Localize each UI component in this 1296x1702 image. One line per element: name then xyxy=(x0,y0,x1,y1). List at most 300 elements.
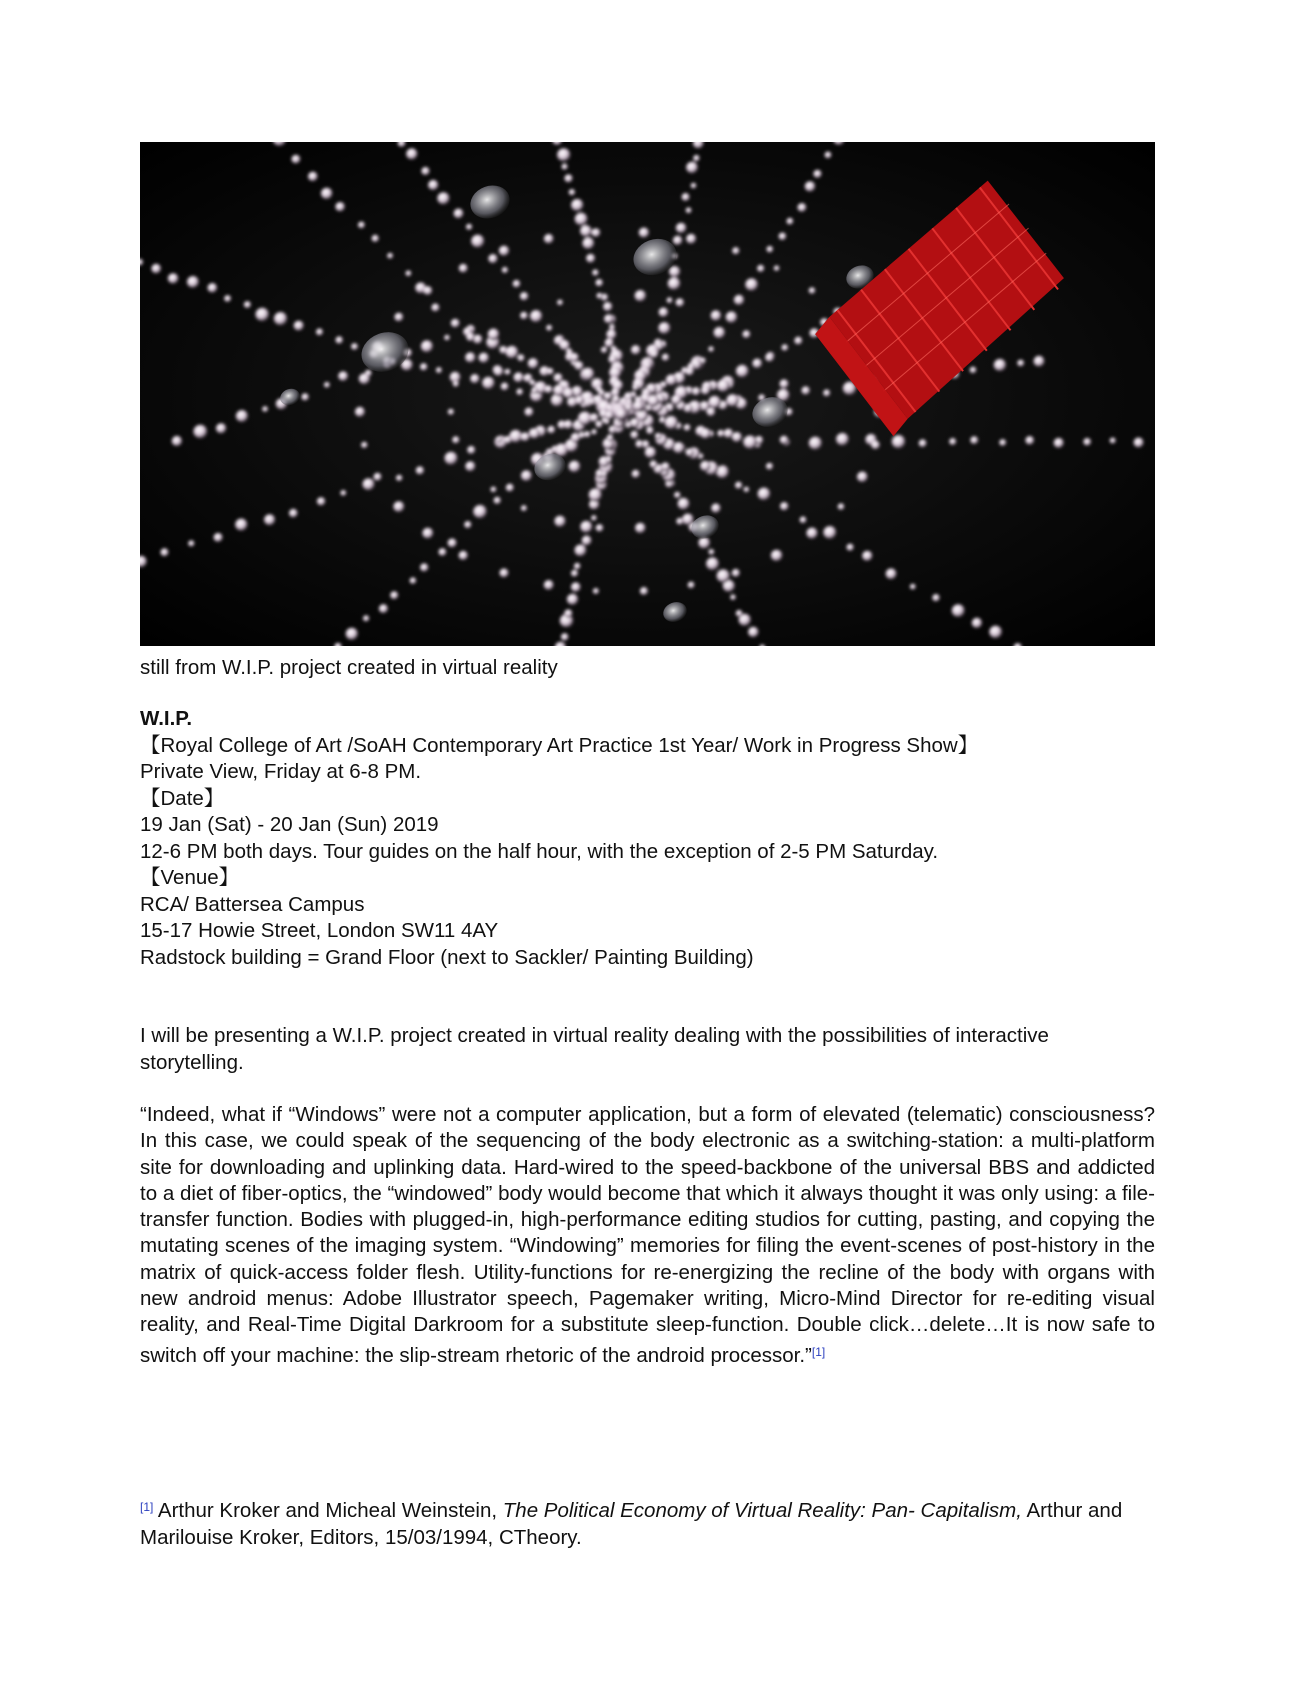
bead xyxy=(471,235,484,248)
bead xyxy=(438,548,446,556)
bead xyxy=(970,436,978,444)
bead xyxy=(612,395,620,403)
bead xyxy=(490,487,496,493)
bead xyxy=(338,371,348,381)
bead xyxy=(711,503,721,513)
bead xyxy=(361,442,368,449)
event-organization: 【Royal College of Art /SoAH Contemporary Art Practice 1st Year/ Work in Progress Show】 xyxy=(140,733,979,757)
bead xyxy=(372,235,380,243)
bead xyxy=(708,396,721,409)
bead xyxy=(574,361,583,370)
bead xyxy=(390,591,398,599)
bead xyxy=(584,431,591,438)
bead xyxy=(557,148,571,162)
bead xyxy=(801,386,810,395)
bead xyxy=(659,417,666,424)
event-hours: 12-6 PM both days. Tour guides on the half hour, with the exception of 2-5 PM Saturday. xyxy=(140,839,939,863)
bead xyxy=(639,228,650,239)
footnote xyxy=(140,1494,1155,1551)
bead xyxy=(765,353,774,362)
footnote-work-title: The Political Economy of Virtual Reality: Pan- Capitalism, xyxy=(502,1499,1022,1522)
bead xyxy=(606,456,613,463)
bead xyxy=(362,478,374,490)
bead xyxy=(693,155,700,162)
bead xyxy=(588,398,595,405)
bead xyxy=(726,394,739,407)
bead xyxy=(294,321,304,331)
bead xyxy=(465,352,476,363)
bead xyxy=(640,587,648,595)
bead xyxy=(669,266,681,278)
bead xyxy=(631,345,641,355)
bead xyxy=(673,236,683,246)
date-heading: 【Date】 xyxy=(140,786,225,810)
bead xyxy=(452,436,460,444)
quote-paragraph xyxy=(140,1102,1155,1369)
bead xyxy=(255,308,269,322)
bead xyxy=(444,452,457,465)
bead xyxy=(590,413,599,422)
image-caption: still from W.I.P. project created in virtual reality xyxy=(140,656,558,679)
bead xyxy=(645,447,657,459)
bead xyxy=(373,473,381,481)
bead xyxy=(1110,438,1116,444)
bead xyxy=(591,228,600,237)
bead xyxy=(605,338,614,347)
bead xyxy=(359,373,370,384)
bead xyxy=(666,374,677,385)
bead xyxy=(569,461,581,473)
bead xyxy=(809,437,822,450)
bead xyxy=(509,430,522,443)
bead xyxy=(405,270,411,276)
footnote-details: Arthur and Marilouise Kroker, Editors, 15/03/1994, CTheory. xyxy=(140,1499,1123,1549)
bead xyxy=(546,325,552,331)
bead xyxy=(730,594,736,600)
bead xyxy=(601,347,608,354)
bead xyxy=(1083,438,1091,446)
bead xyxy=(564,420,573,429)
bead xyxy=(932,594,940,602)
bead xyxy=(570,353,579,362)
bead xyxy=(635,290,647,302)
bead xyxy=(513,280,521,288)
bead xyxy=(633,400,644,411)
bead xyxy=(734,295,745,306)
bead xyxy=(431,304,439,312)
bead xyxy=(635,440,643,448)
bead xyxy=(569,189,576,196)
bead xyxy=(606,329,616,339)
bead xyxy=(244,301,251,308)
bead xyxy=(717,379,730,392)
bead xyxy=(838,503,845,510)
bead xyxy=(780,436,789,445)
bead xyxy=(571,570,578,577)
bead xyxy=(604,392,612,400)
bead xyxy=(676,223,687,234)
bead xyxy=(970,367,977,374)
bead xyxy=(321,188,333,200)
bead xyxy=(732,569,740,577)
bead xyxy=(502,267,509,274)
bead xyxy=(494,497,502,505)
bead xyxy=(780,502,789,511)
bead xyxy=(700,428,711,439)
bead xyxy=(506,346,519,359)
bead xyxy=(473,505,487,519)
venue-building: Radstock building = Grand Floor (next to Sackler/ Painting Building) xyxy=(140,945,754,969)
bead xyxy=(387,253,393,259)
bead xyxy=(596,293,602,299)
bead xyxy=(700,461,711,472)
bead xyxy=(686,162,698,174)
bead xyxy=(771,550,783,562)
bead xyxy=(316,328,323,335)
venue-address: 15-17 Howie Street, London SW11 4AY xyxy=(140,919,499,942)
bead xyxy=(216,423,227,434)
bead xyxy=(291,155,300,164)
bead xyxy=(517,354,524,361)
bead xyxy=(448,409,455,416)
bead xyxy=(335,202,345,212)
bead xyxy=(744,487,750,493)
bead xyxy=(632,470,640,478)
bead xyxy=(544,580,554,590)
bead xyxy=(571,582,581,592)
bead xyxy=(420,363,428,371)
bead xyxy=(632,384,638,390)
bead xyxy=(989,626,1002,639)
bead xyxy=(530,380,536,386)
bead xyxy=(650,350,659,359)
bead xyxy=(394,313,403,322)
bead xyxy=(580,521,592,533)
event-details xyxy=(140,706,1155,971)
bead xyxy=(682,193,690,201)
bead xyxy=(262,406,268,412)
bead xyxy=(686,207,692,213)
bead xyxy=(591,429,597,435)
bead xyxy=(561,164,568,171)
bead xyxy=(994,359,1007,372)
bead xyxy=(706,557,719,570)
bead xyxy=(601,471,607,477)
bead xyxy=(582,368,595,381)
bead xyxy=(794,337,802,345)
bead xyxy=(684,424,691,431)
bead xyxy=(589,488,602,501)
footnote-authors: Arthur Kroker and Micheal Weinstein, xyxy=(153,1499,503,1522)
venue-name: RCA/ Battersea Campus xyxy=(140,892,365,916)
bead xyxy=(806,528,818,540)
bead xyxy=(823,389,830,396)
bead xyxy=(892,435,906,449)
bead xyxy=(355,407,365,417)
bead xyxy=(437,192,450,205)
bead xyxy=(207,283,217,293)
bead xyxy=(616,409,627,420)
bead xyxy=(999,439,1006,446)
bead xyxy=(454,209,464,219)
bead xyxy=(151,264,161,274)
bead xyxy=(774,265,780,271)
bead xyxy=(466,224,473,231)
bead xyxy=(421,340,433,352)
bead xyxy=(607,434,614,441)
bead xyxy=(187,276,199,288)
bead xyxy=(781,344,788,351)
bead xyxy=(1017,360,1024,367)
bead xyxy=(736,365,749,378)
bead xyxy=(580,225,592,237)
bead xyxy=(910,584,916,590)
bead xyxy=(748,627,759,638)
bead xyxy=(521,432,530,441)
bead xyxy=(658,322,670,334)
bead xyxy=(529,428,540,439)
footnote-backlink[interactable]: [1] xyxy=(140,1500,154,1514)
bead xyxy=(685,367,694,376)
bead xyxy=(363,615,370,622)
bead xyxy=(289,509,298,518)
bead xyxy=(766,463,773,470)
bead xyxy=(688,582,695,589)
bead xyxy=(467,446,475,454)
bead xyxy=(862,551,873,562)
bead xyxy=(743,435,757,449)
bead xyxy=(676,298,685,307)
bead xyxy=(528,358,539,369)
bead xyxy=(530,310,543,323)
bead xyxy=(809,287,816,294)
bead xyxy=(479,353,490,364)
bead xyxy=(752,359,762,369)
bead xyxy=(524,407,533,416)
footnote-reference-link[interactable]: [1] xyxy=(811,1344,826,1359)
bead xyxy=(662,354,670,362)
bead xyxy=(582,536,592,546)
bead xyxy=(520,292,529,301)
bead xyxy=(264,514,275,525)
bead xyxy=(499,568,508,577)
bead xyxy=(676,518,683,525)
bead xyxy=(547,426,555,434)
bead xyxy=(557,300,563,306)
bead xyxy=(563,388,574,399)
bead xyxy=(952,604,965,617)
bead xyxy=(758,488,771,501)
quote-text: “Indeed, what if “Windows” were not a computer application, but a form of elevated (telematic) consciousness? In this case, we could speak of the sequencing of the body electronic as a switching-station: a multi-platform site for downloading and uplinking data. Hard-wired to the speed-backbone of the universal BBS and addicted to a diet of fiber-optics, the “windowed” body would become that which it always thought it was only using: a file-transfer function. Bodies with plugged-in, high-performance editing studios for cutting, pasting, and copying the mutating scenes of the imaging system. “Windowing” memories for filing the event-scenes of post-history in the matrix of quick-access folder flesh. Utility-functions for re-energizing the recline of the body with organs with new android menus: Adobe Illustrator speech, Pagemaker writing, Micro-Mind Director for re-editing visual reality, and Real-Time Digital Darkroom for a substitute sleep-function. Double click…delete…It is now safe to switch off your machine: the slip-stream rhetoric of the android processor.” xyxy=(140,1103,1155,1367)
bead xyxy=(340,490,346,496)
bead xyxy=(736,610,743,617)
bead xyxy=(521,470,532,481)
bead xyxy=(671,395,681,405)
bead xyxy=(678,498,690,510)
bead xyxy=(635,523,646,534)
bead xyxy=(650,460,658,468)
bead xyxy=(659,307,669,317)
bead xyxy=(595,421,602,428)
bead xyxy=(465,461,475,471)
bead xyxy=(324,382,330,388)
bead xyxy=(949,438,956,445)
bead xyxy=(428,180,439,191)
bead xyxy=(726,311,738,323)
bead xyxy=(692,387,701,396)
bead xyxy=(825,152,832,159)
bead xyxy=(711,310,722,321)
bead xyxy=(459,264,468,273)
bead xyxy=(800,516,807,523)
bead xyxy=(714,327,726,339)
bead xyxy=(604,314,614,324)
bead xyxy=(596,524,604,532)
bead xyxy=(661,462,670,471)
vr-still-image xyxy=(140,142,1155,646)
bead xyxy=(554,516,566,528)
bead xyxy=(544,234,554,244)
bead xyxy=(466,333,475,342)
bead xyxy=(708,346,714,352)
bead xyxy=(1034,356,1045,367)
bead xyxy=(567,594,579,606)
network-illustration xyxy=(140,142,1155,646)
bead xyxy=(742,330,750,338)
bead xyxy=(813,170,822,179)
bead xyxy=(571,199,584,212)
bead xyxy=(193,425,207,439)
bead xyxy=(797,203,806,212)
bead xyxy=(732,247,740,255)
bead xyxy=(482,377,495,390)
event-title: W.I.P. xyxy=(140,707,193,730)
bead xyxy=(393,501,404,512)
bead xyxy=(168,273,179,284)
bead xyxy=(668,277,681,290)
bead xyxy=(564,174,573,183)
bead xyxy=(605,411,614,420)
bead xyxy=(335,336,343,344)
bead xyxy=(717,569,731,583)
bead xyxy=(499,246,510,257)
venue-heading: 【Venue】 xyxy=(140,866,240,889)
bead xyxy=(846,544,854,552)
bead xyxy=(358,222,365,229)
intro-paragraph: I will be presenting a W.I.P. project created in virtual reality dealing with the possibilities of interactive storytelling. xyxy=(140,1024,1049,1074)
bead xyxy=(698,537,710,549)
bead xyxy=(575,213,588,226)
bead xyxy=(886,568,897,579)
bead xyxy=(1054,438,1064,448)
bead xyxy=(379,604,388,613)
bead xyxy=(603,302,613,312)
bead xyxy=(504,369,510,375)
bead xyxy=(188,540,195,547)
bead xyxy=(545,385,553,393)
bead xyxy=(757,265,765,273)
bead xyxy=(674,492,681,499)
bead xyxy=(488,254,498,264)
bead xyxy=(646,427,654,435)
bead xyxy=(317,497,326,506)
bead xyxy=(351,343,358,350)
bead xyxy=(346,628,359,641)
bead xyxy=(547,368,554,375)
bead xyxy=(1134,438,1144,448)
bead xyxy=(501,383,509,391)
bead xyxy=(766,246,773,253)
bead xyxy=(574,544,586,556)
bead xyxy=(396,475,403,482)
bead xyxy=(436,367,442,373)
bead xyxy=(406,148,418,160)
bead xyxy=(686,234,696,244)
bead xyxy=(919,439,927,447)
bead xyxy=(521,505,527,511)
bead xyxy=(235,519,248,532)
bead xyxy=(488,329,500,341)
bead xyxy=(871,441,880,450)
bead xyxy=(745,278,758,291)
bead xyxy=(682,514,694,526)
bead xyxy=(685,448,694,457)
bead xyxy=(422,528,433,539)
bead xyxy=(735,482,743,490)
bead xyxy=(1025,436,1034,445)
bead xyxy=(691,183,697,189)
bead xyxy=(724,429,734,439)
bead xyxy=(496,436,502,442)
bead xyxy=(516,389,523,396)
bead xyxy=(593,588,599,594)
bead xyxy=(416,466,425,475)
bead xyxy=(779,233,787,241)
bead xyxy=(420,563,429,572)
bead xyxy=(667,297,673,303)
bead xyxy=(451,319,460,328)
bead xyxy=(444,335,450,341)
bead xyxy=(459,551,469,561)
bead xyxy=(301,393,309,401)
document-page xyxy=(140,142,1155,1369)
bead xyxy=(779,379,788,388)
event-dates: 19 Jan (Sat) - 20 Jan (Sun) 2019 xyxy=(140,813,439,836)
bead xyxy=(647,395,659,407)
bead xyxy=(531,387,538,394)
bead xyxy=(520,312,528,320)
bead xyxy=(586,254,595,263)
bead xyxy=(591,515,597,521)
bead xyxy=(582,237,594,249)
bead xyxy=(592,269,599,276)
bead xyxy=(448,538,457,547)
bead xyxy=(972,618,983,629)
bead xyxy=(506,484,514,492)
bead xyxy=(224,295,231,302)
bead xyxy=(717,430,724,437)
bead xyxy=(574,563,581,570)
bead xyxy=(494,366,504,376)
bead xyxy=(707,408,716,417)
bead xyxy=(701,386,710,395)
bead xyxy=(786,218,793,225)
bead xyxy=(172,436,183,447)
bead xyxy=(453,381,459,387)
bead xyxy=(595,279,603,287)
bead xyxy=(665,416,679,430)
bead xyxy=(857,472,868,483)
